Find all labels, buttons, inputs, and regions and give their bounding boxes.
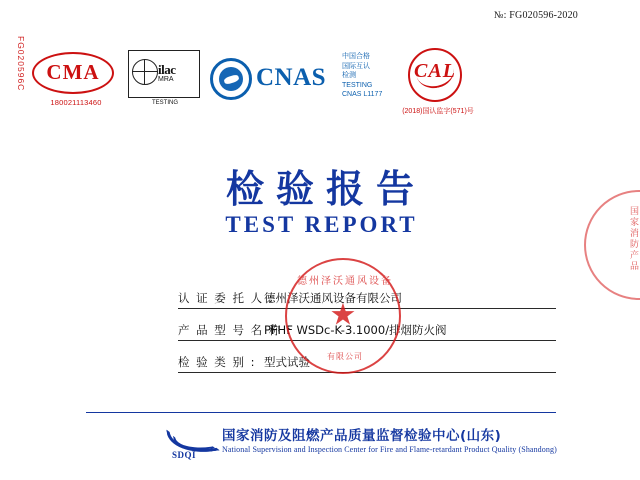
footer-divider xyxy=(86,412,556,413)
footer-name-english: National Supervision and Inspection Center for Fire and Flame-retardant Product Quality (Shandong) xyxy=(222,445,557,454)
ilac-caption: TESTING xyxy=(151,100,178,106)
report-serial-number xyxy=(494,10,578,21)
cnas-line-2: 国际互认 xyxy=(342,62,370,70)
field-value-client: 德州泽沃通风设备有限公司 xyxy=(264,291,402,305)
cal-letters: CAL xyxy=(414,60,456,82)
cnas-mark-icon xyxy=(210,58,252,100)
cnas-line-4: TESTING xyxy=(342,81,373,89)
cnas-caption-block xyxy=(342,52,382,100)
cal-caption: (2018)国认监字(571)号 xyxy=(402,108,474,115)
accreditation-logos xyxy=(20,44,474,124)
footer-institution xyxy=(86,420,566,466)
sdqi-logo xyxy=(168,424,216,462)
edge-stamp-text: 国家消防产品 xyxy=(628,206,638,272)
cnas-line-3: 检测 xyxy=(342,72,356,79)
serial-value: FG020596-2020 xyxy=(509,10,578,21)
cnas-word: CNAS xyxy=(256,64,327,91)
field-underline xyxy=(178,372,556,373)
ilac-mra-sub: MRA xyxy=(158,76,174,83)
cnas-line-1: 中国合格 xyxy=(342,53,370,60)
star-icon: ★ xyxy=(329,298,357,332)
stamp-top-text: 德州泽沃通风设备 xyxy=(297,276,393,287)
footer-name-chinese: 国家消防及阻燃产品质量监督检验中心(山东) xyxy=(222,428,502,444)
cnas-logo xyxy=(210,50,390,112)
stamp-bottom-text: 有限公司 xyxy=(327,352,363,361)
sdqi-logo-text: SDQI xyxy=(172,450,197,460)
cnas-inner-shape xyxy=(219,67,243,91)
page-title-chinese: 检验报告 xyxy=(225,167,426,211)
vertical-report-code: FG020596C xyxy=(16,36,26,92)
company-red-stamp xyxy=(285,258,401,374)
serial-label: №: xyxy=(493,10,507,21)
globe-icon xyxy=(132,59,158,85)
field-label-client: 认 证 委 托 人 : xyxy=(178,291,275,305)
cma-number: 180021113460 xyxy=(50,98,102,107)
cnas-line-5: CNAS L1177 xyxy=(342,91,383,98)
ilac-word: ilac xyxy=(158,62,176,77)
cma-mark-text: CMA xyxy=(46,60,100,84)
ilac-mra-logo xyxy=(128,50,200,108)
cma-logo xyxy=(32,52,116,110)
page-title-english: TEST REPORT xyxy=(225,212,418,237)
cal-logo xyxy=(402,48,480,118)
field-label-product: 产 品 型 号 名 称 : xyxy=(178,323,293,337)
field-value-inspection-type: 型式试验 xyxy=(264,355,310,369)
field-value-product: PFHF WSDc-K-3.1000/排烟防火阀 xyxy=(264,323,447,337)
field-label-inspection-type: 检 验 类 别 : xyxy=(178,355,256,369)
